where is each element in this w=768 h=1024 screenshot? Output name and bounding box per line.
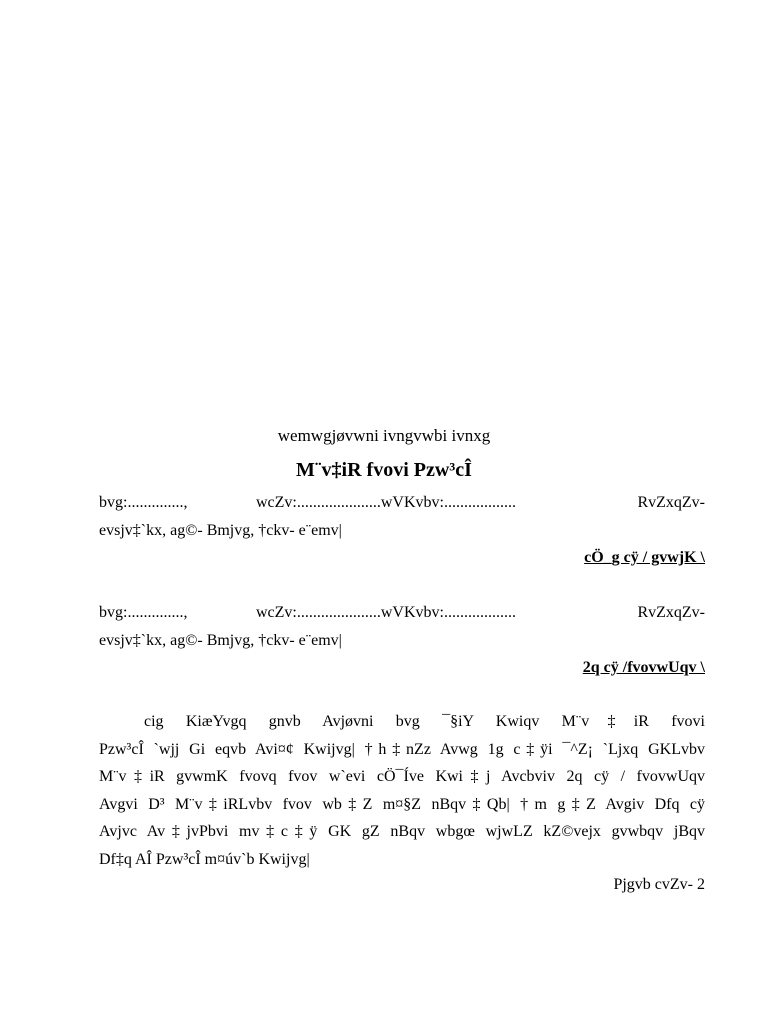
agreement-body-paragraph xyxy=(99,708,705,873)
document-title: M¨v‡iR fvovi Pzw³cÎ xyxy=(296,459,472,481)
body-line: Avgvi D³ M¨v‡iRLvbv fvov wb‡Z m¤§Z nBqv‡Qb| †m g‡Z Avgiv Dfq cÿ xyxy=(99,795,705,813)
continuation-note: Pjgvb cvZv- 2 xyxy=(613,876,705,893)
party1-details-line2: evsjv‡`kx, ag©- Bmjvg, †ckv- e¨emv| xyxy=(99,522,342,539)
body-line: M¨v‡iR gvwmK fvovq fvov w`evi cÖ¯Íve Kwi‡j Avcbviv 2q cÿ / fvovwUqv xyxy=(99,768,705,785)
party2-name-field: bvg:.............., xyxy=(99,604,188,621)
party2-father-address-field: wcZv:.....................wVKvbv:.................. xyxy=(256,604,516,621)
party1-father-address-field: wcZv:.....................wVKvbv:.................. xyxy=(256,494,516,511)
body-line: Pzw³cÎ `wjj Gi eqvb Avi¤¢ Kwijvg| †h‡nZz Avwg 1g c‡ÿi ¯^Z¡ `Ljxq GKLvbv xyxy=(99,740,705,758)
body-line: cig KiæYvgq gnvb Avjøvni bvg ¯§iY Kwiqv M¨v‡iR fvovi xyxy=(144,713,705,730)
party1-name-field: bvg:.............., xyxy=(99,494,188,511)
body-line: Df‡q AÎ Pzw³cÎ m¤úv`b Kwijvg| xyxy=(99,850,310,868)
party2-signature-label: 2q cÿ /fvovwUqv \ xyxy=(582,659,705,676)
party1-nationality-label: RvZxqZv- xyxy=(637,494,705,511)
document-heading: wemwgjøvwni ivngvwbi ivnxg xyxy=(277,426,491,445)
party1-details xyxy=(99,491,705,515)
body-line: Avjvc Av‡jvPbvi mv‡c‡ÿ GK gZ nBqv wbgœ wjwLZ kZ©vejx gvwbqv jBqv xyxy=(99,823,705,840)
party2-details xyxy=(99,601,705,625)
party2-details-line2: evsjv‡`kx, ag©- Bmjvg, †ckv- e¨emv| xyxy=(99,632,342,649)
party2-nationality-label: RvZxqZv- xyxy=(637,604,705,621)
party1-signature-label: cÖ_g cÿ / gvwjK \ xyxy=(584,549,705,566)
